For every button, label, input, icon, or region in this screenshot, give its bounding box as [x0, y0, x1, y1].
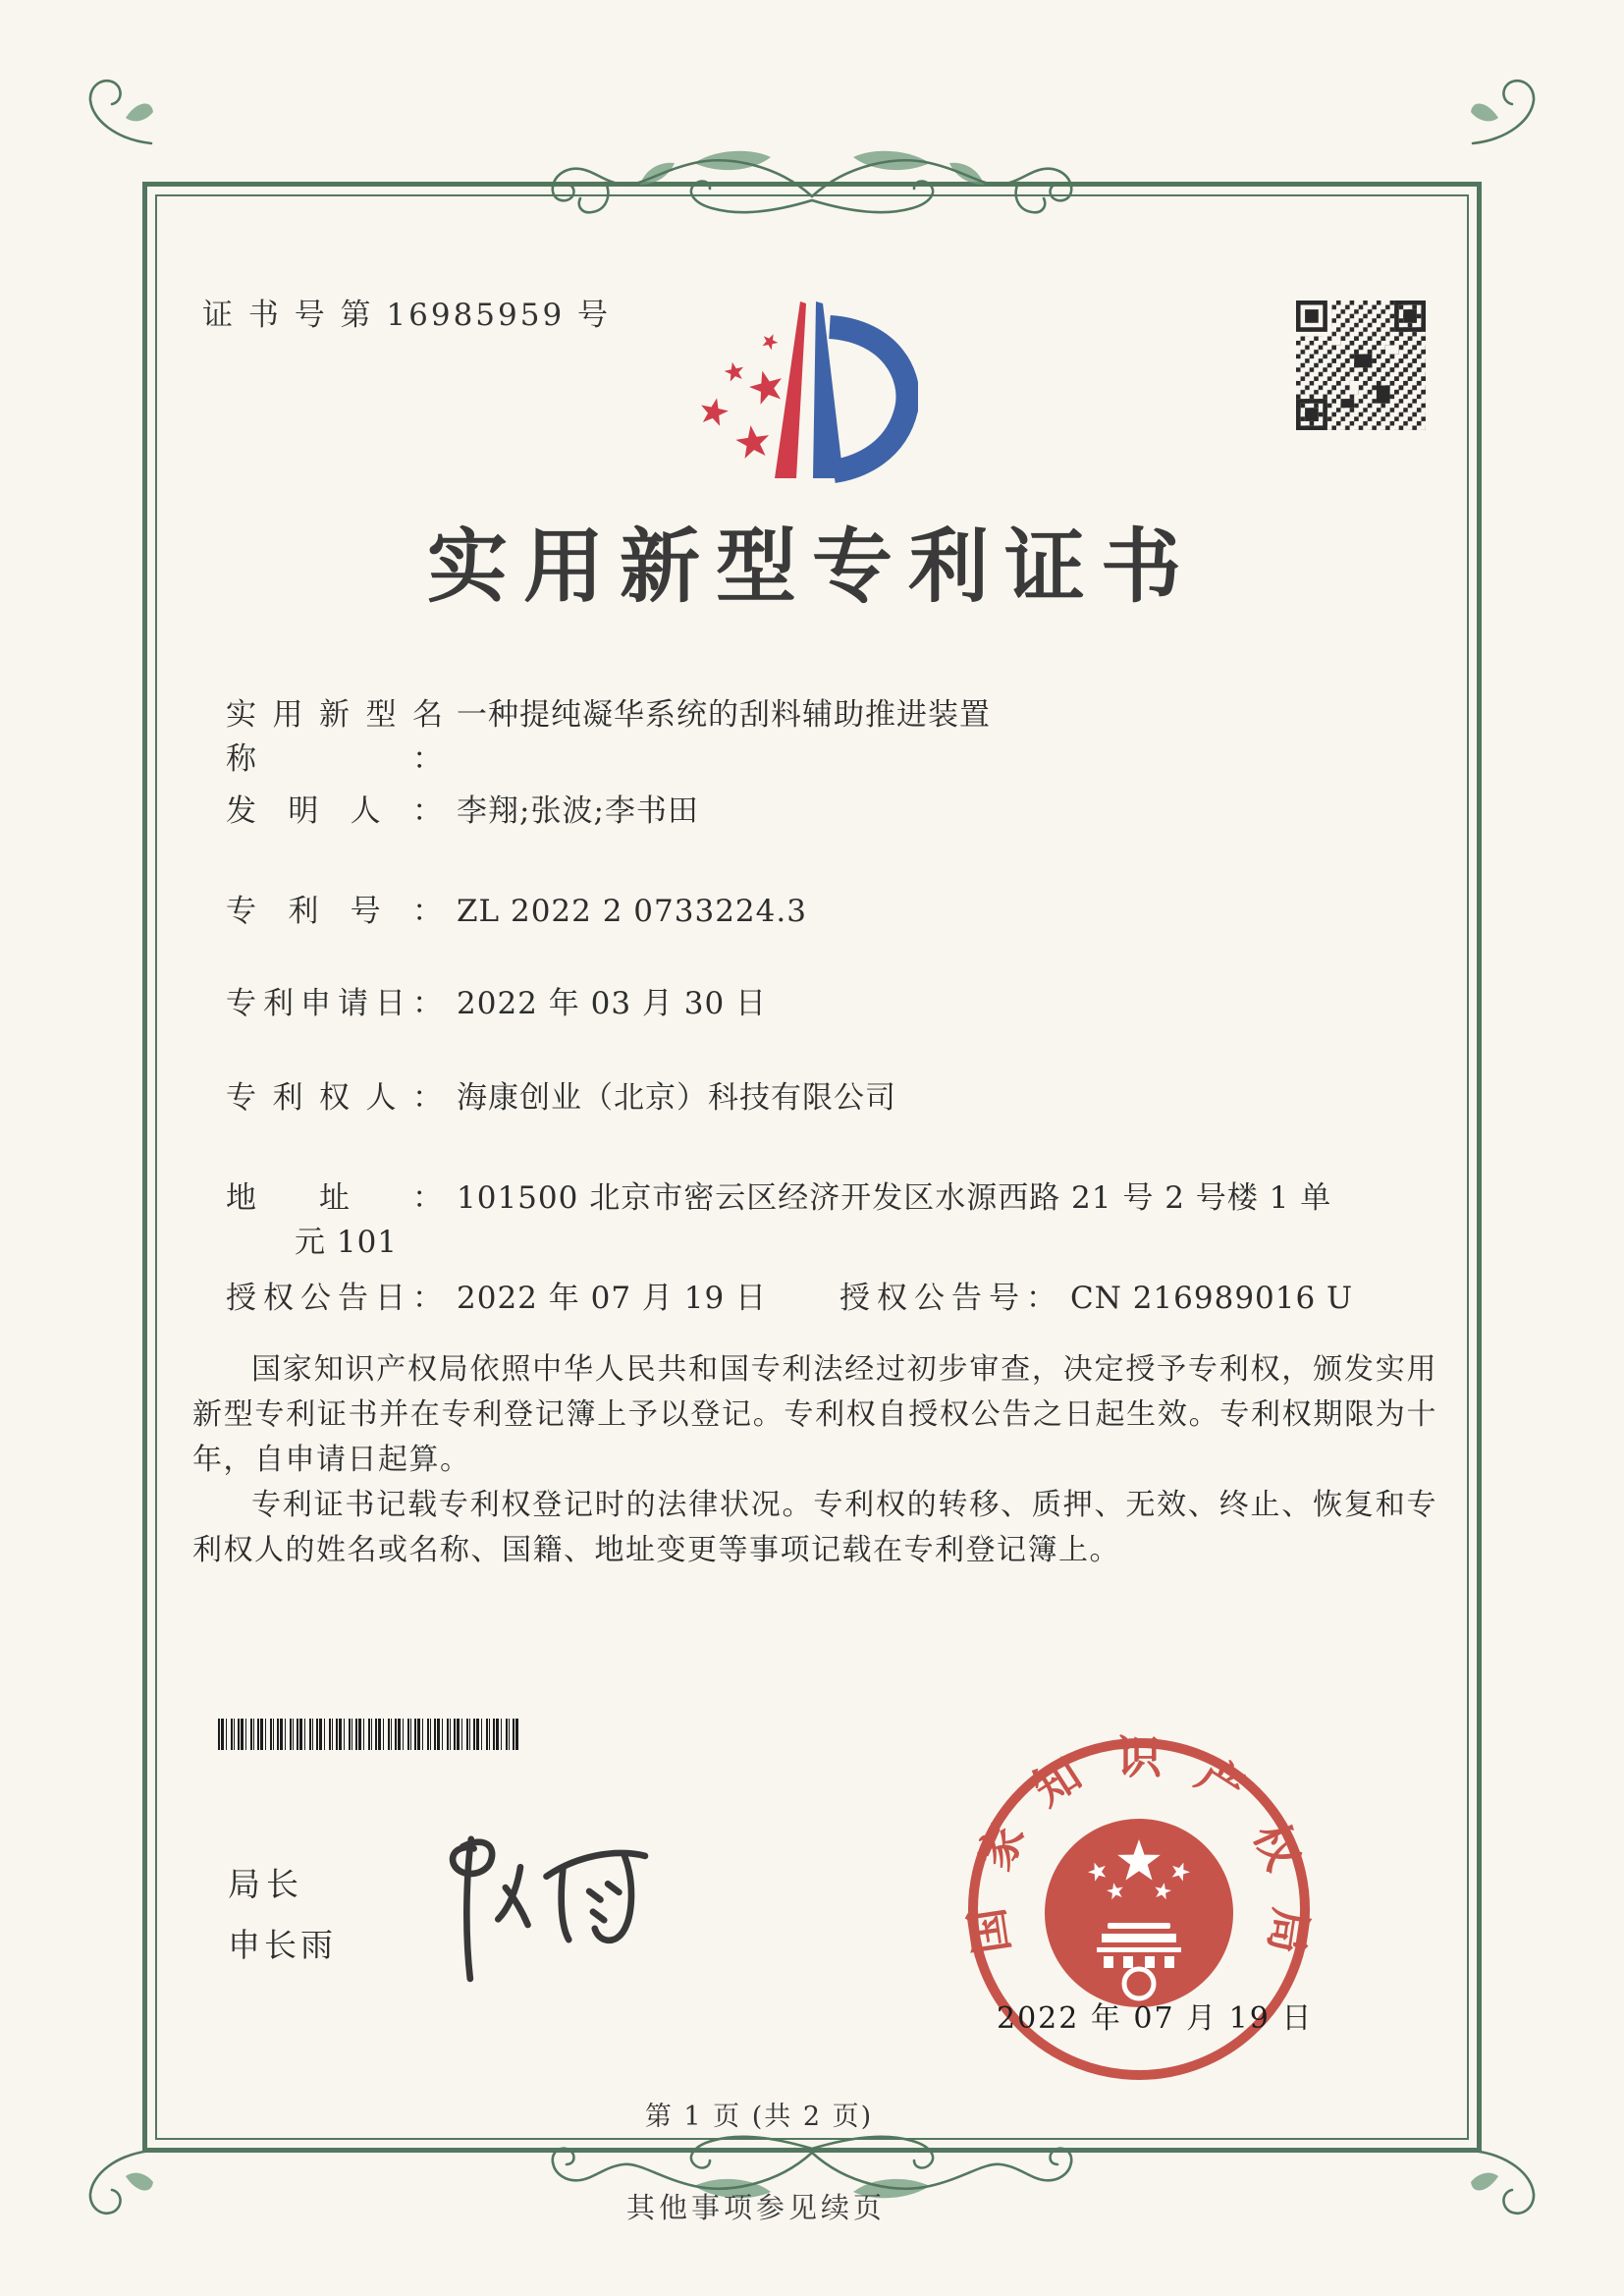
field-utility-model-name — [226, 693, 991, 782]
cnipa-logo-icon — [682, 290, 918, 486]
field-value: CN 216989016 U — [1070, 1281, 1354, 1316]
director-signature — [378, 1819, 663, 1995]
legal-body-text — [192, 1347, 1437, 1573]
corner-curl-top-right-icon — [1469, 69, 1547, 147]
continuation-note: 其他事项参见续页 — [625, 2191, 887, 2224]
field-label: 发明人： — [226, 793, 444, 829]
seal-text: 国家知识产权局 — [959, 1730, 1319, 1958]
field-grant-number — [839, 1277, 1353, 1321]
field-patent-number — [226, 890, 807, 934]
field-value: 101500 北京市密云区经济开发区水源西路 21 号 2 号楼 1 单元 101 — [295, 1180, 1332, 1260]
body-paragraph-2: 专利证书记载专利权登记时的法律状况。专利权的转移、质押、无效、终止、恢复和专利权人的姓名或名称、国籍、地址变更等事项记载在专利登记簿上。 — [192, 1488, 1437, 1567]
field-value: 2022 年 03 月 30 日 — [457, 986, 768, 1021]
seal-date: 2022 年 07 月 19 日 — [997, 2001, 1314, 2036]
official-seal — [956, 1726, 1322, 2092]
field-value: ZL 2022 2 0733224.3 — [457, 894, 807, 929]
field-patentee — [226, 1076, 896, 1121]
field-label: 专利号： — [226, 894, 444, 929]
field-value: 2022 年 07 月 19 日 — [457, 1281, 768, 1316]
field-label: 授权公告号： — [839, 1281, 1057, 1316]
field-label: 实用新型名称： — [226, 697, 444, 777]
signer-title: 局长 — [228, 1865, 304, 1903]
body-paragraph-1: 国家知识产权局依照中华人民共和国专利法经过初步审查，决定授予专利权，颁发实用新型专利证书并在专利登记簿上予以登记。专利权自授权公告之日起生效。专利权期限为十年，自申请日起算。 — [192, 1352, 1437, 1477]
top-left-flourish-icon — [547, 147, 812, 230]
signer-name: 申长雨 — [228, 1926, 337, 1964]
field-grant-date — [226, 1277, 1473, 1321]
field-value: 海康创业（北京）科技有限公司 — [457, 1080, 896, 1116]
field-address — [226, 1176, 1351, 1265]
field-label: 授权公告日： — [226, 1281, 444, 1316]
corner-curl-bottom-right-icon — [1469, 2147, 1547, 2225]
field-filing-date — [226, 982, 767, 1026]
barcode — [218, 1719, 520, 1750]
field-label: 地址： — [226, 1180, 444, 1216]
national-emblem-icon — [1045, 1819, 1233, 2007]
field-value: 李翔;张波;李书田 — [457, 793, 699, 829]
corner-curl-bottom-left-icon — [77, 2147, 155, 2225]
top-right-flourish-icon — [812, 147, 1077, 230]
page-indicator: 第 1 页 (共 2 页) — [644, 2102, 874, 2132]
field-value: 一种提纯凝华系统的刮料辅助推进装置 — [457, 697, 991, 733]
field-inventors — [226, 790, 699, 834]
field-label: 专利申请日： — [226, 986, 444, 1021]
corner-curl-top-left-icon — [77, 69, 155, 147]
field-label: 专利权人： — [226, 1080, 444, 1116]
qr-code — [1296, 301, 1426, 430]
certificate-title: 实用新型专利证书 — [426, 519, 1198, 614]
certificate-number: 证 书 号 第 16985959 号 — [202, 298, 612, 333]
